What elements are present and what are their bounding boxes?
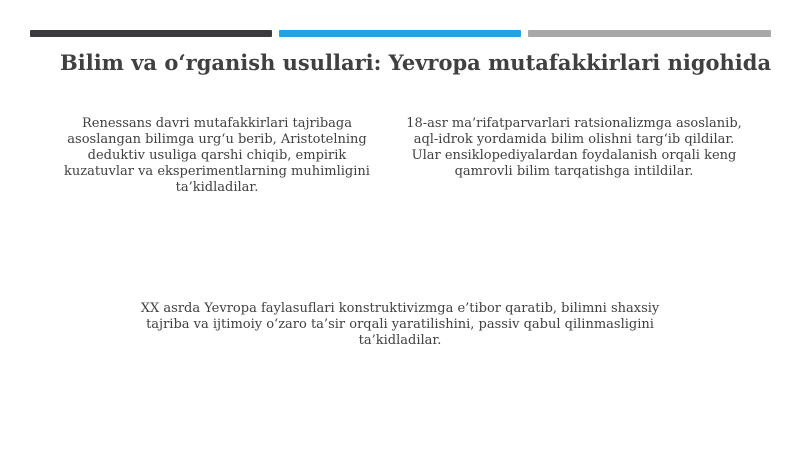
text-block-20th-century: XX asrda Yevropa faylasuflari konstruktivizmga e’tibor qaratib, bilimni shaxsiy tajriba va ijtimoiy o‘zaro ta’sir orqali yaratilishini, passiv qabul qilinmasligini ta’kidladilar. <box>140 301 660 348</box>
accent-bar-dark <box>30 30 272 37</box>
slide-title: Bilim va o‘rganish usullari: Yevropa mutafakkirlari nigohida <box>60 50 772 75</box>
text-block-enlightenment: 18-asr ma’rifatparvarlari ratsionalizmga asoslanib, aql-idrok yordamida bilim olishni targ‘ib qildilar. Ular ensiklopediyalardan foydalanish orqali keng qamrovli bilim tarqatishga intildilar. <box>406 116 742 179</box>
text-block-renaissance: Renessans davri mutafakkirlari tajribaga asoslangan bilimga urg‘u berib, Aristotelning deduktiv usuliga qarshi chiqib, empirik kuzatuvlar va eksperimentlarning muhimligini ta’kidladilar. <box>64 116 370 195</box>
accent-bar-blue <box>279 30 521 37</box>
accent-bar-gray <box>528 30 771 37</box>
